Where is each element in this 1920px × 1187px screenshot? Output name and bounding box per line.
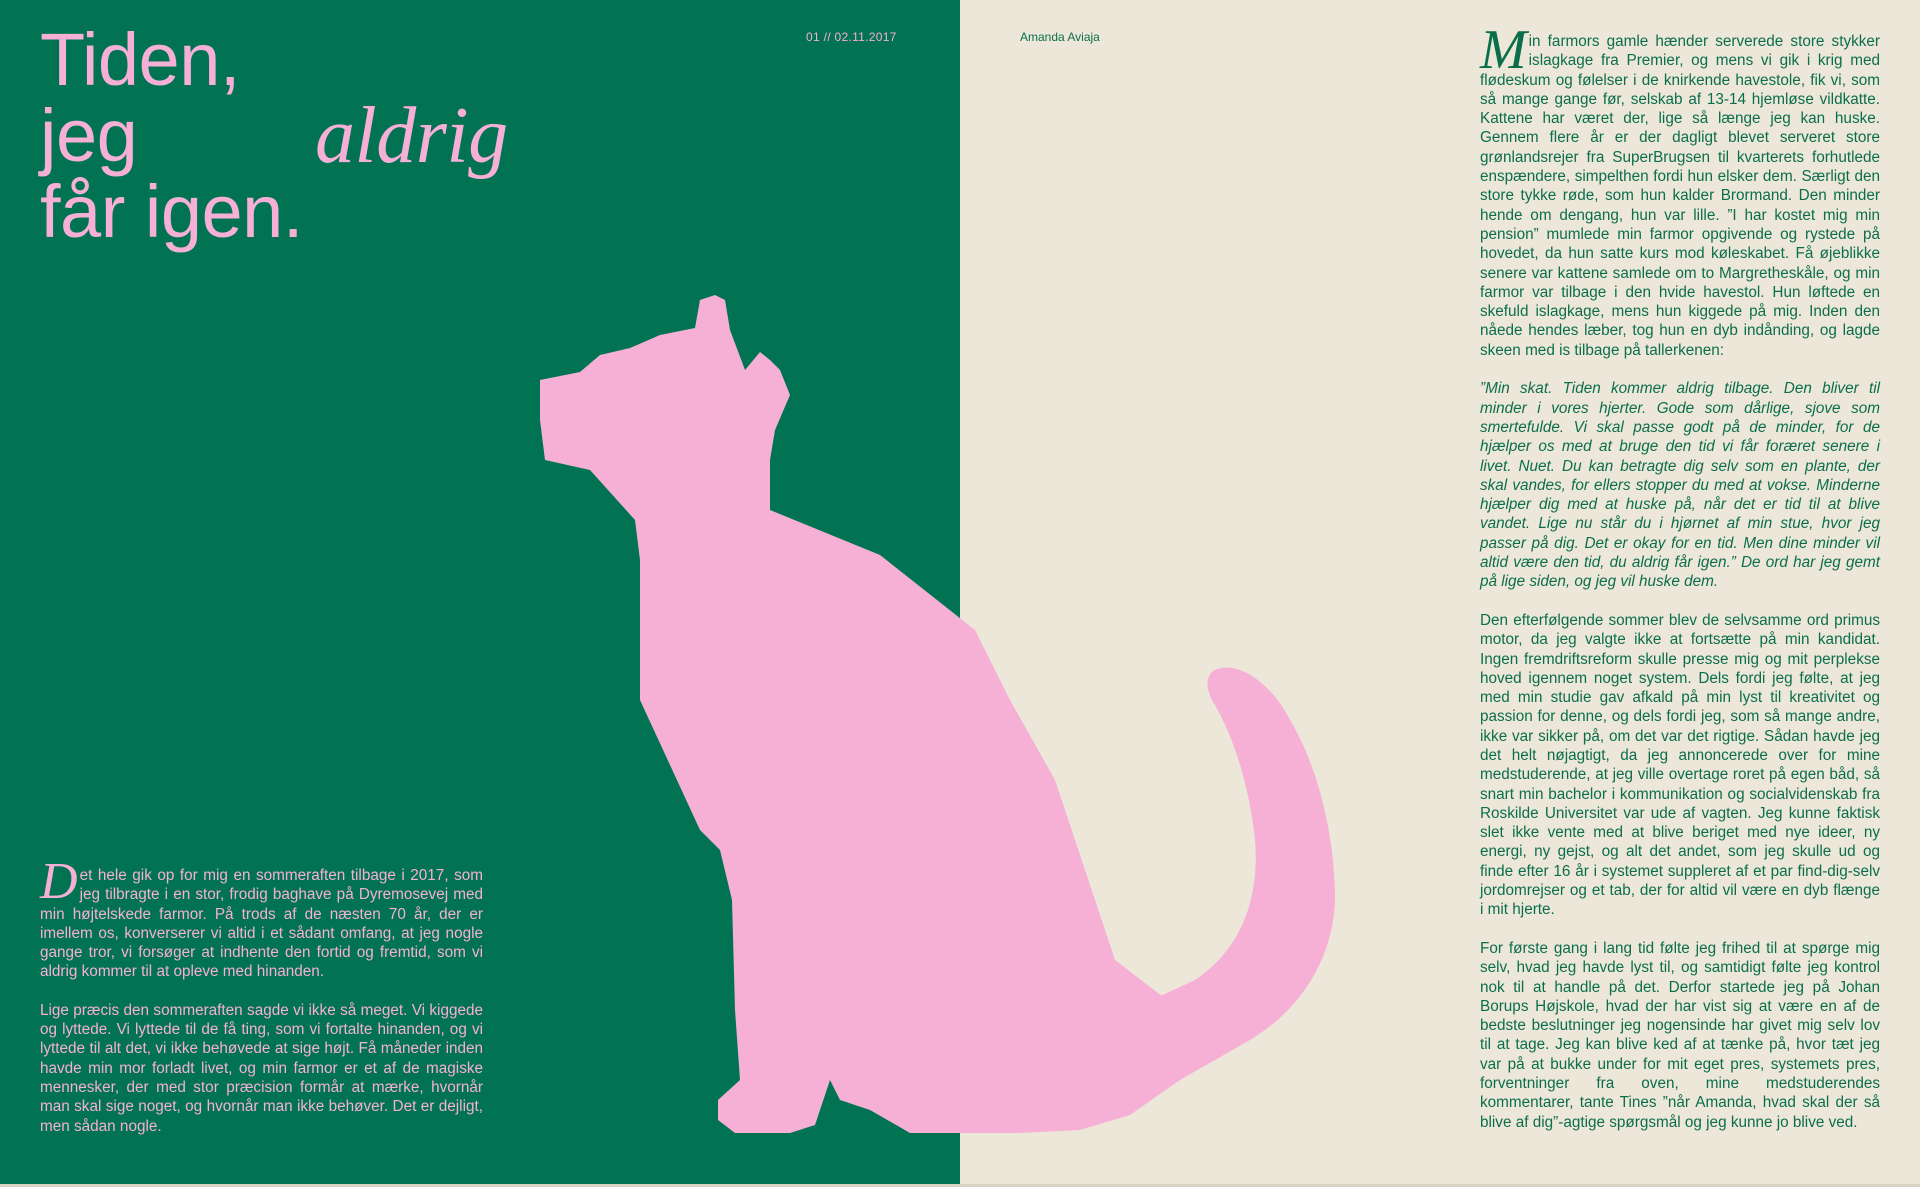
headline-line-2-plain: jeg: [40, 94, 138, 177]
headline-line-2-italic: aldrig: [315, 92, 508, 180]
cat-body: [540, 295, 1180, 1133]
left-body-text: [40, 853, 483, 1155]
right-paragraph-3: Den efterfølgende sommer blev de selvsamme ord primus motor, da jeg valgte ikke at fortsætte på min kandidat. Ingen fremdriftsreform skulle presse mig og mit perplekse hoved igennem noget system. Dels fordi jeg følte, at jeg med min studie gav afkald på min lyst til kreativitet og passion for denne, og dels fordi jeg, som så mange andre, ikke var sikker på, om det var det rigtige. Sådan havde jeg det helt nøjagtigt, da jeg annoncerede over for mine medstuderende, at jeg ville overtage roret på egen båd, så snart min bachelor i kommunikation og socialvidenskab fra Roskilde Universitet var ude af vagten. Jeg kunne faktisk slet ikke vente med at blive beriget med nye ideer, ny energi, ny gejst, og alt det andet, som jeg skulle ud og finde efter 16 år i systemet suppleret af et par find-dig-selv jordomrejser og et tab, der for altid vil være en dyb flænge i mit hjerte.: [1480, 611, 1880, 919]
left-paragraph-1-text: et hele gik op for mig en sommeraften tilbage i 2017, som jeg tilbragte i en stor, frodig baghave på Dyremosevej med min højtelskede farmor. På trods af de næsten 70 år, der er imellem os, konverserer vi altid i et sådant omfang, at jeg nogle gange tror, vi forsøger at indhente den fortid og fremtid, som vi aldrig kommer til at opleve med hinanden.: [40, 867, 483, 981]
left-paragraph-1: [40, 853, 483, 982]
right-quote-paragraph: ”Min skat. Tiden kommer aldrig tilbage. Den bliver til minder i vores hjerter. Gode som dårlige, sjove som smertefulde. Vi skal passe godt på de minder, for de hjælper os med at bruge den tid vi får foræret senere i livet. Nuet. Du kan betragte dig selv som en plante, der skal vandes, for ellers stopper du med at vokse. Minderne hjælper dig med at huske på, når det er tid til at blive vandet. Lige nu står du i hjørnet af min stue, hvor jeg passer på dig. Det er okay for en tid. Men dine minder vil altid være den tid, du aldrig får igen.” De ord har jeg gemt på lige siden, og jeg vil huske dem.: [1480, 380, 1880, 591]
headline-line-2: [40, 92, 508, 180]
left-dropcap: D: [40, 853, 78, 910]
right-paragraph-1-text: in farmors gamle hænder serverede store stykker islagkage fra Premier, og mens vi gik i krig med flødeskum og følelser i de knirkende havestole, fik vi, som så mange gange før, selskab af 13-14 hjemløse vildkatte. Kattene har været der, lige så længe jeg kan huske. Gennem flere år er der dagligt blevet serveret store grønlandsrejer fra SuperBrugsen til kvarterets forhutlede enspændere, simpelthen fordi hun elsker dem. Særligt den store tykke røde, som hun kalder Brormand. Den minder hende om dengang, hun var lille. ”I har kostet mig min pension” mumlede min farmor opgivende og rystede på hovedet, da hun satte kurs mod køleskabet. Få øjeblikke senere var kattene samlede om to Margretheskåle, og min farmor var tilbage i den hvide havestol. Hun løftede en skefuld islagkage, mens hun kiggede på mig. Inden den nåede hendes læber, tog hun en dyb indånding, og lagde skeen med is tilbage på tallerkenen:: [1480, 33, 1880, 359]
right-paragraph-4: For første gang i lang tid følte jeg frihed til at spørge mig selv, hvad jeg havde lyst til, og samtidigt følte jeg kontrol nok til at handle på det. Derfor startede jeg på Johan Borups Højskole, hvad der har vist sig at være en af de bedste beslutninger jeg nogensinde har givet mig selv lov til at tage. Jeg kan blive ked af at tænke på, hvor tæt jeg var på at bukke under for mit eget pres, systemets pres, forventninger fra oven, mine medstuderendes kommentarer, tante Tines ”når Amanda, hvad skal der så blive af dig”-agtige spørgsmål og jeg kunne jo blive ved.: [1480, 939, 1880, 1131]
left-paragraph-2: Lige præcis den sommeraften sagde vi ikke så meget. Vi kiggede og lyttede. Vi lyttede til de få ting, som vi fortalte hinanden, og vi lyttede til alt det, vi ikke behøvede at sige højt. Få måneder inden havde min mor forladt livet, og min farmor er et af de magiske mennesker, der med stor præcision formår at mærke, hvornår man skal sige noget, og hvornår man ikke behøver. Det er dejligt, men sådan nogle.: [40, 1001, 483, 1135]
headline-line-3: får igen.: [40, 170, 303, 253]
right-dropcap: M: [1480, 19, 1527, 81]
right-body-text: [1480, 19, 1880, 1151]
issue-date: 01 // 02.11.2017: [806, 30, 897, 44]
author-name: Amanda Aviaja: [1020, 30, 1100, 44]
headline-line-1: Tiden,: [40, 18, 240, 101]
right-paragraph-1: [1480, 19, 1880, 360]
article-headline: [40, 18, 508, 253]
